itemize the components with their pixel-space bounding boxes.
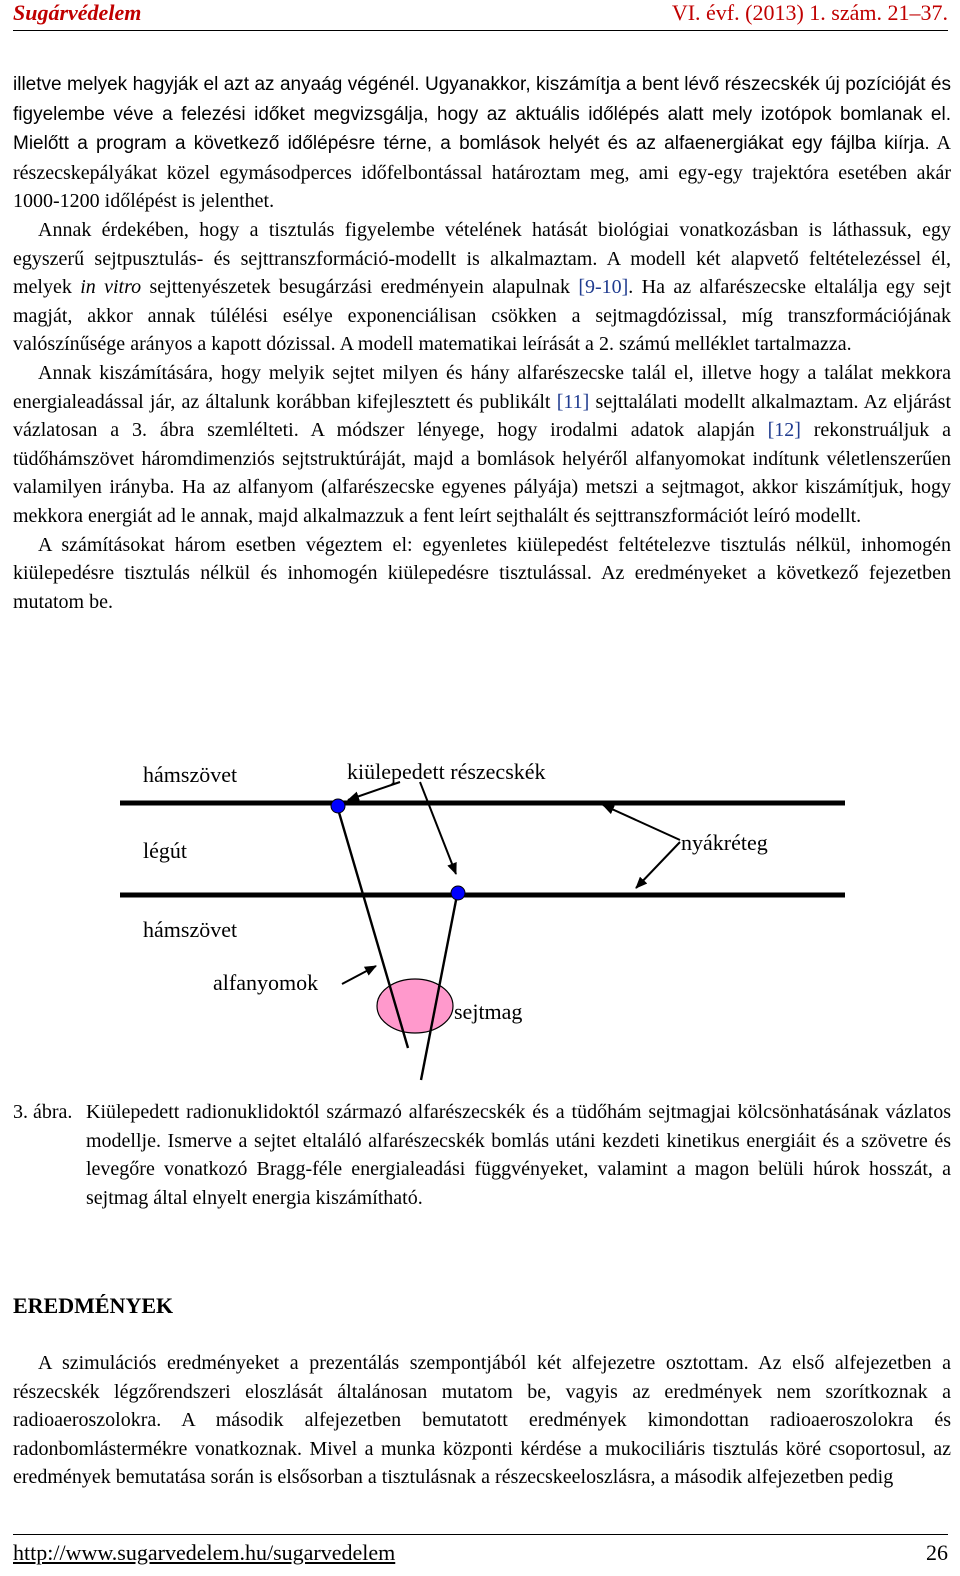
body-text bbox=[13, 70, 951, 616]
deposited-particle-1 bbox=[331, 799, 345, 813]
paragraph-4: A számításokat három esetben végeztem el: egyenletes kiülepedést feltételezve tisztulás nélkül, inhomogén kiülepedésre tisztulás nélkül és inhomogén kiülepedésre tisztulással. Az eredményeket a következő fejezetben mutatom be. bbox=[13, 533, 951, 613]
footer-url-link[interactable]: http://www.sugarvedelem.hu/sugarvedelem bbox=[13, 1540, 396, 1565]
page-header bbox=[13, 0, 948, 31]
paragraph-2-italic: in vitro bbox=[80, 276, 142, 299]
label-kiulepedett: kiülepedett részecskék bbox=[347, 759, 546, 784]
reference-link[interactable]: [9-10] bbox=[578, 276, 629, 299]
paragraph-1-part-b: A részecskepályákat közel egymásodperces időfelbontással határoztam meg, ami egy-egy trajektóra esetében akár 1000-1200 időlépést is jelenthet. bbox=[13, 132, 951, 213]
results-text bbox=[13, 1349, 951, 1492]
arrow-to-track bbox=[342, 966, 376, 984]
arrow-to-particle-1 bbox=[348, 782, 400, 800]
figure-caption bbox=[13, 1098, 951, 1212]
reference-link[interactable]: [12] bbox=[767, 419, 801, 442]
deposited-particle-2 bbox=[451, 886, 465, 900]
results-paragraph-1: A szimulációs eredményeket a prezentálás szempontjából két alfejezetre osztottam. Az első alfejezetben a részecskék légzőrendszeri eloszlását általánosan mutatom be, vagyis az eredmények nem szorítkoznak a radioaeroszolokra. A második alfejezetben bemutatott eredmények kimondottan radioaeroszolokra és radonbomlástermékre vonatkoznak. Mivel a munka központi kérdése a mukociliáris tisztulás köré csoportosul, az eredmények bemutatása során is elsősorban a tisztulásnak a részecskeeloszlásra, a második alfejezetben pedig bbox=[13, 1352, 951, 1489]
caption-text: Kiülepedett radionuklidoktól származó alfarészecskék és a tüdőhám sejtmagjai kölcsönhatásának vázlatos modellje. Ismerve a sejtet eltaláló alfarészecskék bomlás utáni kezdeti kinetikus energiáit és a szövetre és levegőre vonatkozó Bragg-féle energialeadási függvényeket, valamint a magon belüli húrok hosszát, a sejtmag által elnyelt energia kiszámítható. bbox=[86, 1101, 951, 1209]
paragraph-1 bbox=[13, 70, 951, 216]
label-nyakreteg: nyákréteg bbox=[681, 830, 768, 855]
reference-link[interactable]: [11] bbox=[556, 390, 590, 413]
paragraph-1-part-a: illetve melyek hagyják el azt az anyaág végénél. Ugyanakkor, kiszámítja a bent lévő részecskék új pozícióját és figyelembe véve a felezési időket megvizsgálja, hogy az aktuális időlépés alatt mely izotópok bomlanak el. Mielőtt a program a következő időlépésre térne, a bomlások helyét és az alfaenergiákat egy fájlba kiírja. bbox=[13, 74, 951, 155]
paragraph-2-part-a: Annak érdekében, hogy a tisztulás figyelembe vételének hatását biológiai vonatkozásban is láthassuk, egy egyszerű sejtpusztulás- és sejttranszformáció-modellt is alkalmaztam. A modell két alapvető feltételezéssel él, melyek bbox=[13, 218, 951, 299]
label-hamszovet-bottom: hámszövet bbox=[143, 917, 238, 942]
label-alfanyomok: alfanyomok bbox=[213, 970, 319, 995]
label-hamszovet-top: hámszövet bbox=[143, 762, 238, 787]
paragraph-2 bbox=[13, 216, 951, 359]
paragraph-3-part-b: sejttalálati modellt alkalmaztam. Az eljárást vázlatosan a 3. ábra szemlélteti. A módszer lényege, hogy irodalmi adatok alapján bbox=[13, 390, 951, 442]
label-legut: légút bbox=[143, 838, 187, 863]
figure-3-diagram bbox=[0, 740, 960, 1090]
paragraph-2-part-c: . Ha az alfarészecske eltalálja egy sejt magját, akkor annak túlélési esélye exponenciálisan csökken a sejtmagdózissal, míg transzformációjának valószínűsége arányos a kapott dózissal. A modell matematikai leírását a 2. számú melléklet tartalmazza. bbox=[13, 276, 952, 356]
alpha-track-1 bbox=[338, 809, 408, 1048]
arrow-to-particle-2 bbox=[420, 782, 456, 874]
page-number: 26 bbox=[926, 1540, 948, 1565]
label-sejtmag: sejtmag bbox=[454, 999, 523, 1024]
section-title: EREDMÉNYEK bbox=[13, 1293, 174, 1318]
figure-3 bbox=[0, 740, 960, 1090]
arrow-to-mucus-upper bbox=[603, 805, 680, 840]
paragraph-3 bbox=[13, 359, 951, 531]
caption-number: 3. ábra. bbox=[13, 1101, 73, 1123]
paragraph-3-part-a: Annak kiszámítására, hogy melyik sejtet milyen és hány alfarészecske talál el, illetve hogy a találat mekkora energialeadással jár, az általunk korábban kifejlesztett és publikált bbox=[13, 361, 951, 413]
cell-nucleus bbox=[377, 979, 453, 1033]
journal-title: Sugárvédelem bbox=[13, 0, 142, 25]
arrow-to-mucus-lower bbox=[636, 842, 680, 888]
paragraph-2-part-b: sejttenyészetek besugárzási eredményein alapulnak bbox=[141, 276, 579, 299]
issue-info: VI. évf. (2013) 1. szám. 21–37. bbox=[671, 0, 948, 25]
paragraph-3-part-c: rekonstruáljuk a tüdőhámszövet háromdimenziós sejtstruktúráját, majd a bomlások helyéről alfanyomokat indítunk véletlenszerűen valamilyen irányba. Ha az alfanyom (alfarészecske egyenes pályája) metszi a sejtmagot, akkor kiszámítjuk, hogy mekkora energiát ad le annak, majd alkalmazzuk a fent leírt sejthalált és sejttranszformációt leíró modellt. bbox=[13, 419, 952, 527]
page-footer bbox=[13, 1534, 948, 1569]
